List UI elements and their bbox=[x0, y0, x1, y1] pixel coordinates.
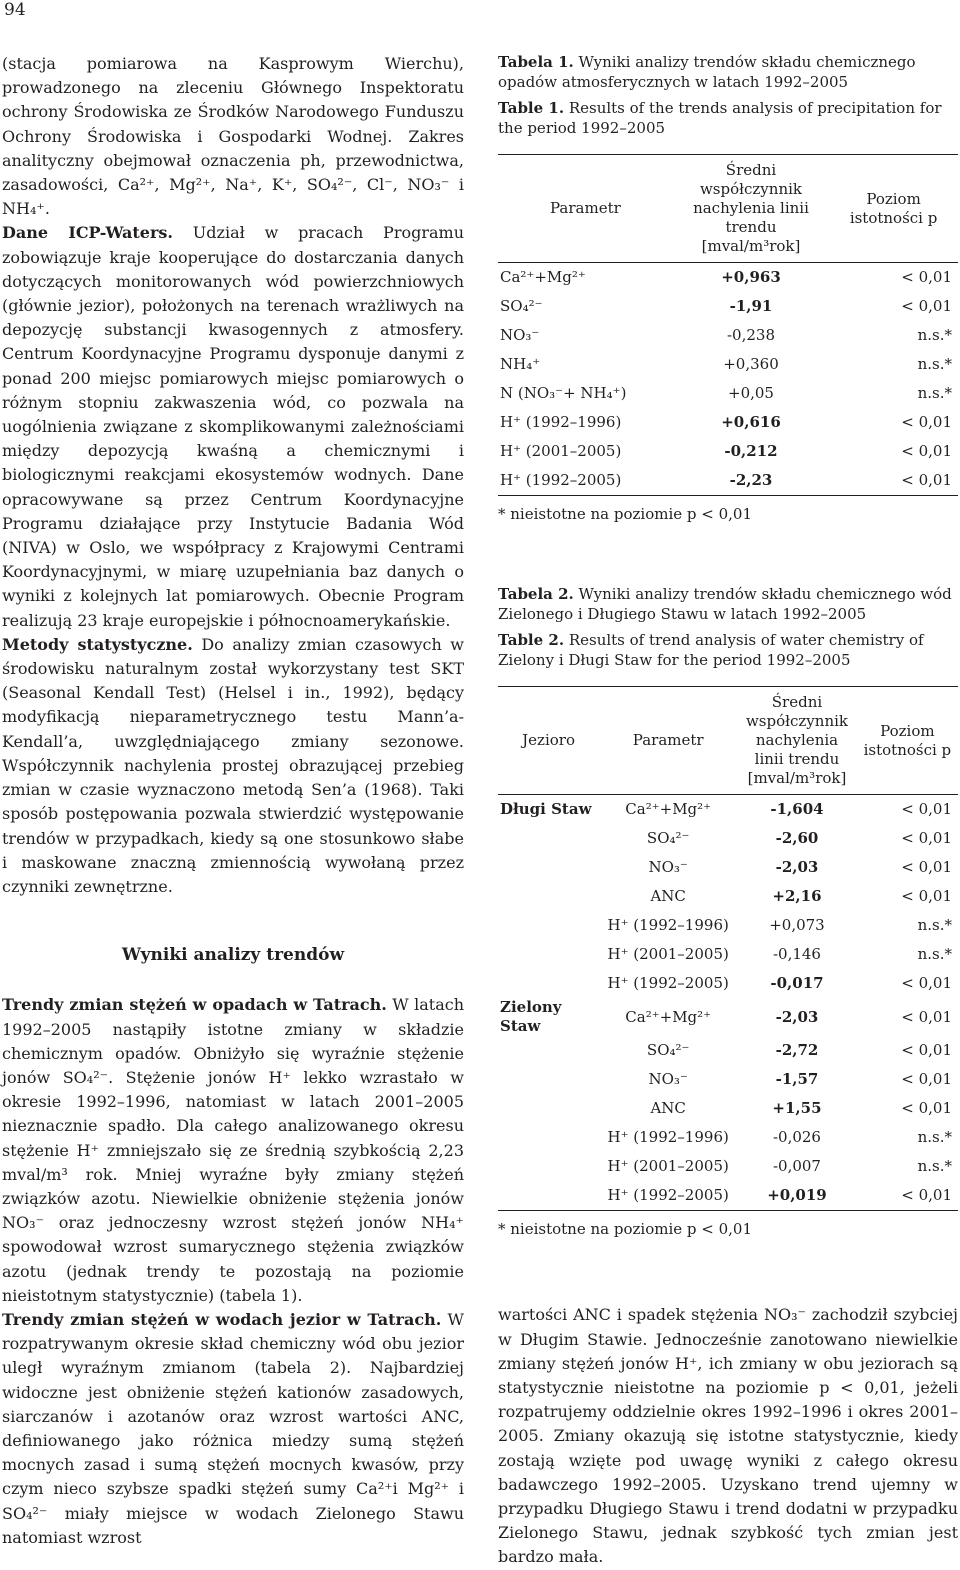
table1-slope-cell: -0,238 bbox=[726, 326, 775, 344]
table2-row bbox=[498, 940, 958, 969]
table1-slope-cell: -1,91 bbox=[729, 297, 773, 315]
table1-p-cell: < 0,01 bbox=[901, 442, 952, 460]
table2-slope-cell: -1,604 bbox=[770, 800, 824, 819]
table1-p-cell: < 0,01 bbox=[901, 297, 952, 315]
table1 bbox=[498, 154, 958, 496]
table1-row bbox=[498, 466, 958, 496]
table2-slope-cell: -2,03 bbox=[775, 1007, 819, 1026]
table2-caption-pl-text: Wyniki analizy trendów składu chemicznego wód Zielonego i Długiego Stawu w latach 1992–2005 bbox=[498, 585, 952, 624]
table1-slope-cell: +0,360 bbox=[723, 355, 779, 373]
table2-param-cell: ANC bbox=[650, 887, 686, 906]
table2-caption-en-text: Results of trend analysis of water chemistry of Zielony i Długi Staw for the period 1992–2005 bbox=[498, 631, 924, 670]
table1-caption-en bbox=[498, 98, 958, 138]
table2 bbox=[498, 686, 958, 1211]
table1-row bbox=[498, 292, 958, 321]
table2-caption-en bbox=[498, 630, 958, 670]
table2-param-cell: NO₃⁻ bbox=[648, 858, 688, 877]
table2-row bbox=[498, 824, 958, 853]
table2-row bbox=[498, 1094, 958, 1123]
table2-p-cell: < 0,01 bbox=[901, 1041, 952, 1060]
table1-p-cell: n.s.* bbox=[917, 326, 952, 344]
table1-caption-pl-text: Wyniki analizy trendów składu chemicznego opadów atmosferycznych w latach 1992–2005 bbox=[498, 53, 916, 91]
table2-lake-cell bbox=[498, 882, 599, 911]
table1-param-cell: Ca²⁺+Mg²⁺ bbox=[500, 268, 586, 286]
table2-header: Poziom istotności p bbox=[857, 687, 958, 795]
table2-lake-cell bbox=[498, 1036, 599, 1065]
table1-row bbox=[498, 321, 958, 350]
paragraph-precip-trends bbox=[2, 993, 464, 1308]
table2-row bbox=[498, 1065, 958, 1094]
table2-p-cell: < 0,01 bbox=[901, 887, 952, 906]
table2-slope-cell: +0,073 bbox=[769, 916, 825, 935]
table1-row bbox=[498, 263, 958, 293]
table1-header: Parametr bbox=[498, 155, 673, 263]
table1-p-cell: n.s.* bbox=[917, 384, 952, 402]
table1-label-pl: Tabela 1. bbox=[498, 53, 574, 71]
table1-slope-cell: -0,212 bbox=[724, 442, 778, 460]
table1-p-cell: n.s.* bbox=[917, 355, 952, 373]
table2-lake-cell bbox=[498, 911, 599, 940]
paragraph-station: (stacja pomiarowa na Kasprowym Wierchu), prowadzonego na zleceniu Głównego Inspektoratu ochrony Środowiska ze Środków Narodowego Funduszu Ochrony Środowiska i Gospodarki Wodnej. Zakres analityczny obejmował oznaczenia ph, przewodnictwa, zasadowości, Ca²⁺, Mg²⁺, Na⁺, K⁺, SO₄²⁻, Cl⁻, NO₃⁻ i NH₄⁺. bbox=[2, 54, 464, 219]
table2-p-cell: < 0,01 bbox=[901, 1070, 952, 1089]
table1-header: Poziom istotności p bbox=[829, 155, 958, 263]
heading-precip-trends: Trendy zmian stężeń w opadach w Tatrach. bbox=[2, 995, 387, 1015]
table2-label-en: Table 2. bbox=[498, 631, 565, 650]
table2-param-cell: H⁺ (2001–2005) bbox=[607, 1157, 729, 1176]
table1-row bbox=[498, 437, 958, 466]
table1-row bbox=[498, 379, 958, 408]
table2-p-cell: n.s.* bbox=[917, 945, 952, 964]
table2-param-cell: NO₃⁻ bbox=[648, 1070, 688, 1089]
table2-param-cell: Ca²⁺+Mg²⁺ bbox=[625, 1007, 712, 1026]
table2-caption-pl bbox=[498, 584, 958, 624]
heading-lake-trends: Trendy zmian stężeń w wodach jezior w Tatrach. bbox=[2, 1309, 442, 1329]
table2-slope-cell: +2,16 bbox=[772, 887, 822, 906]
table2-lake-cell bbox=[498, 969, 599, 998]
table1-header: Średni współczynnik nachylenia linii trendu [mval/m³rok] bbox=[673, 155, 829, 263]
table1-param-cell: N (NO₃⁻+ NH₄⁺) bbox=[500, 384, 627, 402]
table1-p-cell: < 0,01 bbox=[901, 268, 952, 286]
section-title: Wyniki analizy trendów bbox=[121, 945, 345, 966]
paragraph-icp-waters bbox=[2, 221, 464, 632]
table2-p-cell: < 0,01 bbox=[901, 858, 952, 877]
text-icp-waters: Udział w pracach Programu zobowiązuje kraje kooperujące do dostarczania danych dotyczących monitorowanych wód powierzchniowych (głównie jezior), położonych na terenach wrażliwych na depozycję substancji kwasogennych z atmosfery. Centrum Koordynacyjne Programu dysponuje danymi z ponad 200 miejsc pomiarowych miejsc pomiarowych o różnym stopniu zakwaszenia wód, co pozwala na uogólnienia związane z skomplikowanymi zależnościami między depozycją kwaśną a chemicznymi i biologicznymi reakcjami ekosystemów wodnych. Dane opracowywane są przez Centrum Koordynacyjne Programu działające przy Instytucie Badania Wód (NIVA) w Oslo, we współpracy z Krajowymi Centrami Koordynacyjnymi, w miarę uzupełniania baz danych o wyniki z kolejnych lat pomiarowych. Obecnie Program realizują 23 kraje europejskie i północnoamerykańskie. bbox=[2, 223, 464, 630]
heading-methods: Metody statystyczne. bbox=[2, 634, 193, 654]
table2-p-cell: < 0,01 bbox=[901, 1007, 952, 1026]
table1-param-cell: H⁺ (1992–2005) bbox=[498, 466, 673, 496]
table2-param-cell: H⁺ (1992–2005) bbox=[599, 1181, 737, 1211]
table2-row bbox=[498, 1036, 958, 1065]
table2-label-pl: Tabela 2. bbox=[498, 585, 574, 604]
table2-lake-cell bbox=[498, 1094, 599, 1123]
paragraph-continued: wartości ANC i spadek stężenia NO₃⁻ zachodził szybciej w Długim Stawie. Jednocześnie zanotowano niewielkie zmiany stężeń jonów H⁺, ich zmiany w obu jeziorach są statystycznie nieistotne na poziomie p < 0,01, jeżeli rozpatrujemy oddzielnie okres 1992–1996 i okres 2001–2005. Zmiany okazują się istotne statystycznie, kiedy zostają wzięte pod uwagę wyniki z całego okresu badawczego 1992–2005. Uzyskano trend ujemny w przypadku Długiego Stawu i trend dodatni w przypadku Zielonego Stawu, jednak szybkość tych zmian jest bardzo mała. bbox=[498, 1305, 958, 1567]
table1-param-cell: NO₃⁻ bbox=[500, 326, 540, 344]
table2-row bbox=[498, 795, 958, 825]
table1-label-en: Table 1. bbox=[498, 99, 565, 117]
table2-slope-cell: -0,146 bbox=[772, 945, 821, 964]
text-lake-trends: W rozpatrywanym okresie skład chemiczny wód obu jezior uległ wyraźnym zmianom (tabela 2). Najbardziej widoczne jest obniżenie stężeń kationów zasadowych, siarczanów i azotanów oraz wzrost wartości ANC, definiowanego jako różnica miedzy sumą stężeń mocnych zasad i sumą stężeń mocnych kwasów, przy czym nieco szybsze spadki stężeń sumy Ca²⁺i Mg²⁺ i SO₄²⁻ miały miejsce w wodach Zielonego Stawu natomiast wzrost bbox=[2, 1309, 465, 1547]
table1-slope-cell: +0,05 bbox=[728, 384, 774, 402]
table2-lake-cell bbox=[498, 824, 599, 853]
table2-footnote: * nieistotne na poziomie p < 0,01 bbox=[498, 1220, 752, 1239]
table1-slope-cell: +0,963 bbox=[721, 268, 781, 286]
table2-param-cell: H⁺ (1992–1996) bbox=[607, 916, 729, 935]
table2-param-cell: H⁺ (1992–1996) bbox=[607, 1128, 729, 1147]
table2-row bbox=[498, 1123, 958, 1152]
table2-lake-cell bbox=[498, 853, 599, 882]
table1-slope-cell: +0,616 bbox=[721, 413, 781, 431]
table1-p-cell: < 0,01 bbox=[829, 466, 958, 496]
table1-row bbox=[498, 350, 958, 379]
table2-slope-cell: -0,007 bbox=[772, 1157, 821, 1176]
table2-lake-cell bbox=[498, 1065, 599, 1094]
table2-slope-cell: -0,026 bbox=[772, 1128, 821, 1147]
table2-row bbox=[498, 1181, 958, 1211]
table2-lake-cell bbox=[498, 1123, 599, 1152]
table2-slope-cell: +1,55 bbox=[772, 1099, 822, 1118]
table2-param-cell: H⁺ (2001–2005) bbox=[607, 945, 729, 964]
table2-body bbox=[498, 795, 958, 1211]
table2-row bbox=[498, 998, 958, 1036]
table2-slope-cell: -2,72 bbox=[775, 1041, 819, 1060]
table1-param-cell: H⁺ (1992–1996) bbox=[500, 413, 622, 431]
table2-lake-cell: Zielony Staw bbox=[500, 998, 562, 1036]
table2-header-row bbox=[498, 687, 958, 795]
table1-row bbox=[498, 408, 958, 437]
table2-p-cell: < 0,01 bbox=[857, 1181, 958, 1211]
heading-icp-waters: Dane ICP-Waters. bbox=[2, 223, 173, 243]
table1-body bbox=[498, 263, 958, 496]
page-number: 94 bbox=[4, 0, 26, 20]
table2-lake-cell bbox=[498, 1181, 599, 1211]
table2-p-cell: < 0,01 bbox=[901, 800, 952, 819]
text-methods: Do analizy zmian czasowych w środowisku naturalnym został wykorzystany test SKT (Seasonal Kendall Test) (Helsel i in., 1992), będący modyfikacją nieparametrycznego testu Mann’a-Kendall’a, uwzględniającego zmiany sezonowe. Współczynnik nachylenia prostej obrazującej przebieg zmian w czasie wyznaczono metodą Sen’a (1968). Taki sposób postępowania pozwala stwierdzić występowanie trendów w przypadkach, kiedy są one stosunkowo słabe i maskowane znaczną zmiennością wywołaną przez czynniki zewnętrzne. bbox=[2, 634, 464, 896]
text-precip-trends: W latach 1992–2005 nastąpiły istotne zmiany w składzie chemicznym opadów. Obniżyło się wyraźnie stężenie jonów SO₄²⁻. Stężenie jonów H⁺ lekko wzrastało w okresie 1992–1996, natomiast w latach 2001–2005 nieznacznie spadło. Dla całego analizowanego okresu stężenie H⁺ zmniejszało się ze średnią szybkością 2,23 mval/m³ rok. Mniej wyraźne były zmiany stężeń związków azotu. Niewielkie obniżenie stężenia jonów NO₃⁻ oraz jednoczesny wzrost stężeń jonów NH₄⁺ spowodował wzrost sumarycznego stężenia związków azotu (jednak trendy te pozostają na poziomie nieistotnym statystycznie) (tabela 1). bbox=[2, 995, 464, 1305]
table2-row bbox=[498, 853, 958, 882]
table2-p-cell: n.s.* bbox=[917, 916, 952, 935]
table1-caption-pl bbox=[498, 52, 958, 92]
table1-header-row bbox=[498, 155, 958, 263]
table2-header: Jezioro bbox=[498, 687, 599, 795]
table1-param-cell: NH₄⁺ bbox=[500, 355, 541, 373]
table1-footnote: * nieistotne na poziomie p < 0,01 bbox=[498, 505, 752, 523]
table1-p-cell: < 0,01 bbox=[901, 413, 952, 431]
table2-slope-cell: -0,017 bbox=[770, 974, 824, 993]
table2-param-cell: SO₄²⁻ bbox=[646, 829, 690, 848]
table2-slope-cell: -2,60 bbox=[775, 829, 819, 848]
table1-caption-en-text: Results of the trends analysis of precipitation for the period 1992–2005 bbox=[498, 99, 942, 137]
table1-slope-cell: -2,23 bbox=[673, 466, 829, 496]
table2-p-cell: n.s.* bbox=[917, 1128, 952, 1147]
table2-lake-cell bbox=[498, 940, 599, 969]
table2-row bbox=[498, 1152, 958, 1181]
table2-lake-cell: Długi Staw bbox=[500, 800, 592, 819]
table2-row bbox=[498, 911, 958, 940]
table2-lake-cell bbox=[498, 1152, 599, 1181]
table2-p-cell: < 0,01 bbox=[901, 974, 952, 993]
table2-slope-cell: -2,03 bbox=[775, 858, 819, 877]
table2-slope-cell: +0,019 bbox=[737, 1181, 857, 1211]
paragraph-lake-trends bbox=[2, 1308, 464, 1550]
table2-slope-cell: -1,57 bbox=[775, 1070, 819, 1089]
table2-param-cell: H⁺ (1992–2005) bbox=[607, 974, 729, 993]
table2-param-cell: Ca²⁺+Mg²⁺ bbox=[625, 800, 712, 819]
table2-param-cell: SO₄²⁻ bbox=[646, 1041, 690, 1060]
table2-param-cell: ANC bbox=[650, 1099, 686, 1118]
table1-param-cell: H⁺ (2001–2005) bbox=[500, 442, 622, 460]
right-column bbox=[498, 52, 958, 1570]
table2-row bbox=[498, 882, 958, 911]
paragraph-methods bbox=[2, 633, 464, 899]
table2-row bbox=[498, 969, 958, 998]
table2-p-cell: n.s.* bbox=[917, 1157, 952, 1176]
table2-p-cell: < 0,01 bbox=[901, 1099, 952, 1118]
table1-param-cell: SO₄²⁻ bbox=[500, 297, 543, 315]
left-column bbox=[2, 52, 464, 1550]
table2-header: Średni współczynnik nachylenia linii trendu [mval/m³rok] bbox=[737, 687, 857, 795]
table2-p-cell: < 0,01 bbox=[901, 829, 952, 848]
table2-header: Parametr bbox=[599, 687, 737, 795]
